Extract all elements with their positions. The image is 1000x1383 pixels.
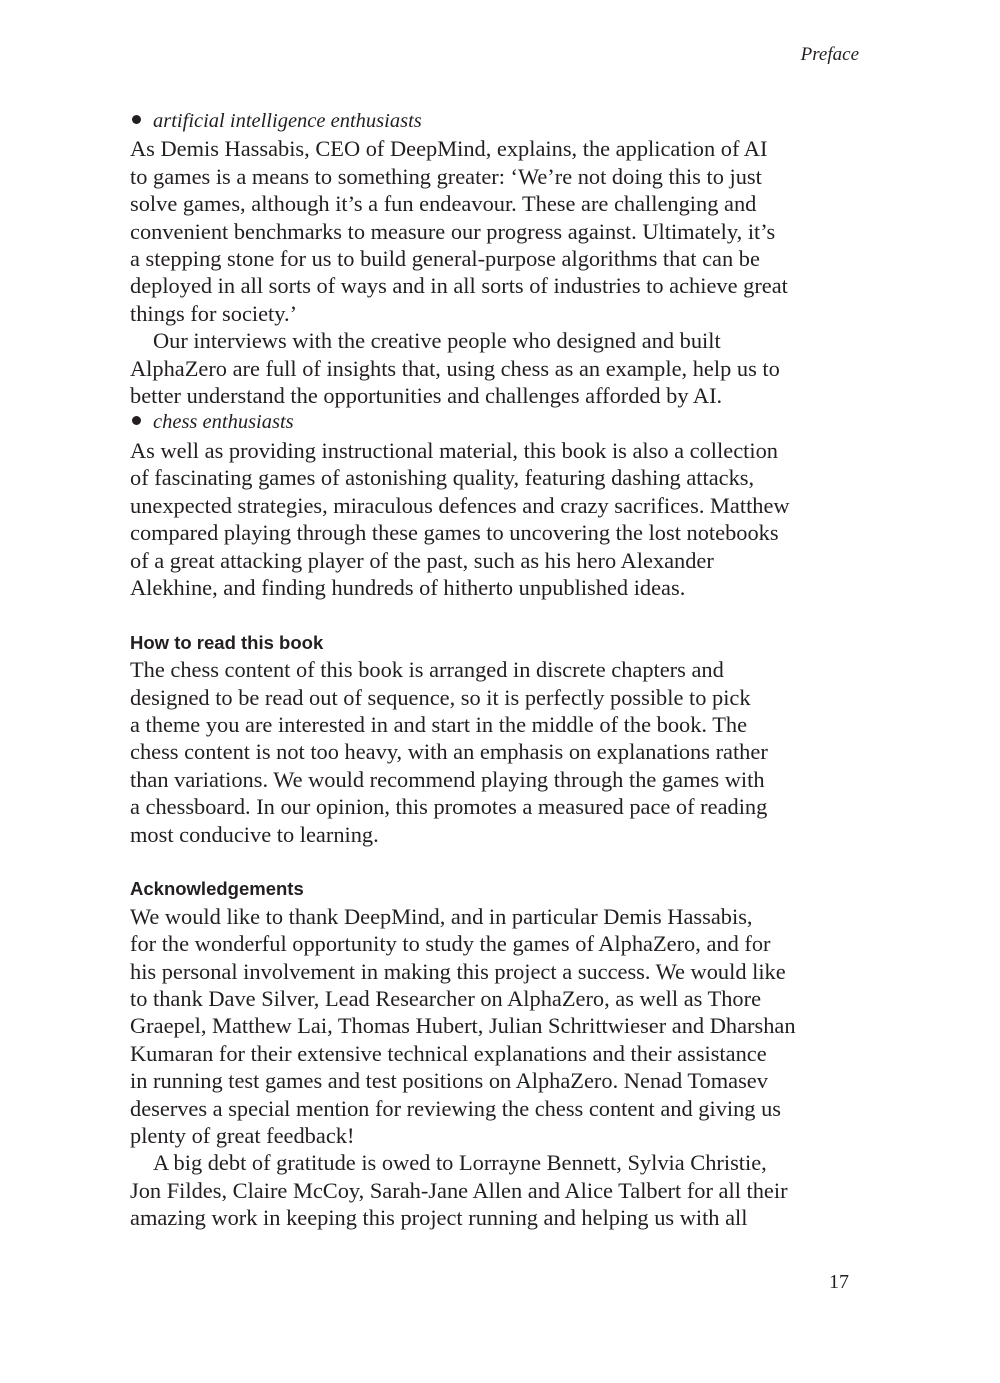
bullet-item-chess xyxy=(130,409,870,436)
section-gap xyxy=(130,848,870,875)
body-line: better understand the opportunities and challenges afforded by AI. xyxy=(130,383,723,409)
running-head: Preface xyxy=(800,44,859,65)
body-line: of fascinating games of astonishing quality, featuring dashing attacks, xyxy=(130,465,755,491)
bullet-label: chess enthusiasts xyxy=(153,411,294,434)
body-line: his personal involvement in making this project a success. We would like xyxy=(130,958,786,984)
body-line: of a great attacking player of the past, such as his hero Alexander xyxy=(130,547,714,573)
bullet-item-ai xyxy=(130,108,870,135)
body-line: amazing work in keeping this project running and helping us with all xyxy=(130,1205,748,1231)
body-line: a chessboard. In our opinion, this promotes a measured pace of reading xyxy=(130,794,768,820)
body-line: to games is a means to something greater: ‘We’re not doing this to just xyxy=(130,163,762,189)
body-line: Alekhine, and finding hundreds of hitherto unpublished ideas. xyxy=(130,574,686,600)
body-line: Kumaran for their extensive technical explanations and their assistance xyxy=(130,1040,767,1066)
bullet-icon xyxy=(132,115,141,124)
body-line: most conducive to learning. xyxy=(130,821,379,847)
body-line: plenty of great feedback! xyxy=(130,1123,355,1148)
body-line: The chess content of this book is arranged in discrete chapters and xyxy=(130,657,724,683)
body-line: Our interviews with the creative people who designed and built xyxy=(153,328,721,354)
body-line: things for society.’ xyxy=(130,300,298,326)
body-line: A big debt of gratitude is owed to Lorrayne Bennett, Sylvia Christie, xyxy=(153,1150,767,1176)
body-line: a theme you are interested in and start in the middle of the book. The xyxy=(130,711,748,737)
body-line: As well as providing instructional material, this book is also a collection xyxy=(130,437,778,463)
bullet-icon xyxy=(132,416,141,425)
bullet-label: artificial intelligence enthusiasts xyxy=(153,110,422,132)
page-body xyxy=(130,108,870,1232)
body-line: Jon Fildes, Claire McCoy, Sarah-Jane Allen and Alice Talbert for all their xyxy=(130,1177,788,1203)
body-line: a stepping stone for us to build general-purpose algorithms that can be xyxy=(130,246,760,272)
body-line: than variations. We would recommend playing through the games with xyxy=(130,766,765,792)
body-line: for the wonderful opportunity to study the games of AlphaZero, and for xyxy=(130,931,771,957)
body-line: Graepel, Matthew Lai, Thomas Hubert, Julian Schrittwieser and Dharshan xyxy=(130,1013,796,1039)
body-line: unexpected strategies, miraculous defences and crazy sacrifices. Matthew xyxy=(130,492,790,518)
body-line: compared playing through these games to uncovering the lost notebooks xyxy=(130,520,779,546)
body-line: AlphaZero are full of insights that, using chess as an example, help us to xyxy=(130,355,780,381)
body-line: solve games, although it’s a fun endeavour. These are challenging and xyxy=(130,191,757,217)
body-line: As Demis Hassabis, CEO of DeepMind, explains, the application of AI xyxy=(130,136,768,162)
body-line: We would like to thank DeepMind, and in particular Demis Hassabis, xyxy=(130,903,753,929)
section-heading-how-to-read: How to read this book xyxy=(130,631,324,653)
body-line: convenient benchmarks to measure our progress against. Ultimately, it’s xyxy=(130,218,776,244)
body-line: deserves a special mention for reviewing the chess content and giving us xyxy=(130,1095,782,1121)
page-number: 17 xyxy=(829,1271,849,1293)
body-line: designed to be read out of sequence, so it is perfectly possible to pick xyxy=(130,684,751,710)
body-line: to thank Dave Silver, Lead Researcher on AlphaZero, as well as Thore xyxy=(130,985,762,1011)
body-line: deployed in all sorts of ways and in all sorts of industries to achieve great xyxy=(130,273,788,299)
body-line: in running test games and test positions on AlphaZero. Nenad Tomasev xyxy=(130,1068,768,1094)
section-heading-acknowledgements: Acknowledgements xyxy=(130,878,304,900)
body-line: chess content is not too heavy, with an emphasis on explanations rather xyxy=(130,739,768,765)
section-gap xyxy=(130,601,870,628)
